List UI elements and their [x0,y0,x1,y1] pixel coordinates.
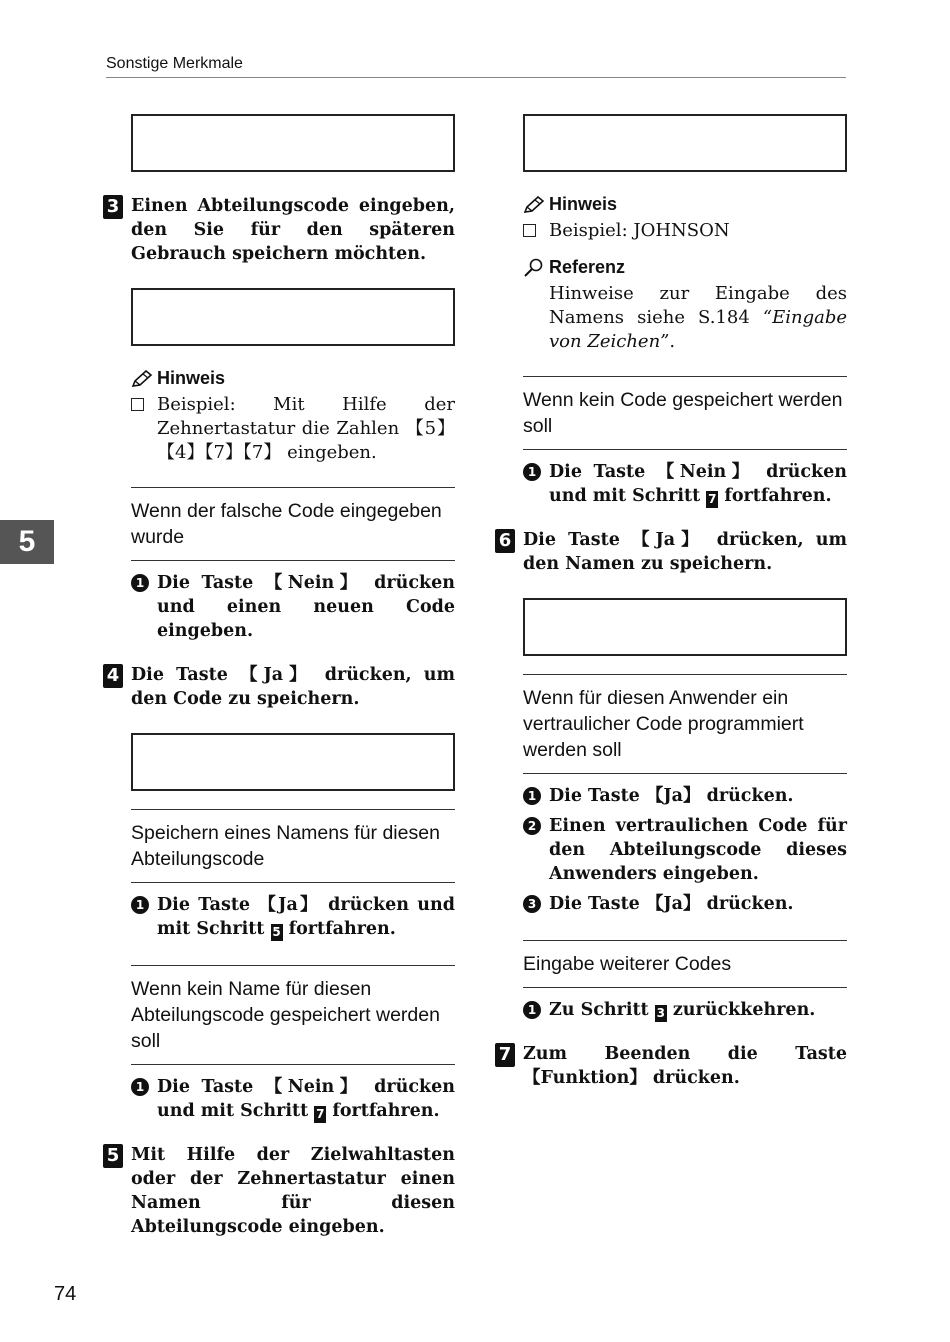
magnifier-icon [523,258,545,278]
sub-step-text: Die Taste 【Nein】 drücken und mit Schritt [157,1077,455,1121]
hint-item [523,219,847,243]
step-text: Die Taste 【Ja】 drücken, um den Namen zu speichern. [523,530,847,574]
condition-text: Eingabe weiterer Codes [523,953,732,975]
reference-text-main: Hinweise zur Eingabe des Namens siehe S.184 [549,283,847,328]
lcd-line1-left [531,170,660,172]
sub-step-text: Die Taste 【Ja】 drücken. [549,894,794,914]
condition-text: Wenn für diesen Anwender ein vertraulicher Code programmiert werden soll [523,687,804,761]
hint-label: Hinweis [549,194,618,214]
lcd-line1-left [531,654,732,656]
sub-step-text-end: fortfahren. [724,486,832,506]
sub-step [523,784,847,808]
lcd-line1-right [361,170,447,172]
step-number-icon: 7 [495,1043,515,1067]
sub-step-text-end: fortfahren. [288,919,396,939]
lcd-display-abteilung-johnson [523,114,847,172]
step-number-icon: 4 [103,664,123,688]
reference-text [523,282,847,354]
lcd-line1-right [739,170,839,172]
circled-number-icon: 1 [523,1001,541,1019]
sub-step [523,998,847,1022]
pencil-icon [523,196,545,214]
sub-step [523,814,847,886]
sub-step-text-end: zurückkehren. [672,1000,816,1020]
condition-confidential-code [523,674,847,774]
reference-heading [523,257,847,278]
lcd-display-abt-code [131,114,455,172]
reference-link[interactable]: “Eingabe von Zeichen” [549,307,847,352]
condition-no-name [131,965,455,1065]
right-column [498,114,847,1090]
condition-wrong-code [131,487,455,561]
condition-no-code [523,376,847,450]
hint-heading [131,368,455,389]
hint-item [131,393,455,465]
step-text: Die Taste 【Ja】 drücken, um den Code zu speichern. [131,665,455,709]
condition-text: Wenn kein Code gespeichert werden soll [523,389,843,437]
circled-number-icon: 1 [523,463,541,481]
circled-number-icon: 3 [523,895,541,913]
sub-step [131,893,455,941]
checkbox-icon [131,398,144,411]
lcd-line1-right [404,344,447,346]
lcd-display-vertraul-id [523,598,847,656]
condition-text: Wenn kein Name für diesen Abteilungscode gespeichert werden soll [131,978,440,1052]
step-ref-icon: 5 [272,925,281,939]
hint-text: Beispiel: JOHNSON [549,220,730,241]
step-ref-icon: 7 [708,492,717,506]
chapter-tab: 5 [0,520,54,564]
step-text: Einen Abteilungscode eingeben, den Sie für den späteren Gebrauch speichern möchten. [131,196,455,264]
step-7 [498,1042,847,1090]
reference-text-end: . [669,331,676,352]
condition-more-codes [523,940,847,988]
sub-step-text: Die Taste 【Ja】 drücken und mit Schritt [157,895,455,939]
circled-number-icon: 1 [523,787,541,805]
condition-text: Wenn der falsche Code eingegeben wurde [131,500,442,548]
reference-label: Referenz [549,257,626,277]
pencil-icon [131,370,153,388]
header-rule [106,77,846,78]
circled-number-icon: 1 [131,896,149,914]
condition-text: Speichern eines Namens für diesen Abteilungscode [131,822,440,870]
step-text: Mit Hilfe der Zielwahltasten oder der Zehnertastatur einen Namen für diesen Abteilungscode eingeben. [131,1145,455,1237]
sub-step [523,460,847,508]
sub-step-text: Zu Schritt [549,1000,649,1020]
sub-step-text: Die Taste 【Ja】 drücken. [549,786,794,806]
step-number-icon: 5 [103,1144,123,1168]
page-header: Sonstige Merkmale [106,55,243,72]
sub-step-text-end: fortfahren. [332,1101,440,1121]
lcd-display-name-eingeben [131,733,455,791]
step-ref-icon: 7 [316,1107,325,1121]
sub-step-text: Die Taste 【Nein】 drücken und mit Schritt [549,462,847,506]
step-number-icon: 6 [495,529,515,553]
circled-number-icon: 1 [131,574,149,592]
sub-step [131,571,455,643]
step-6 [498,528,847,576]
condition-save-name [131,809,455,883]
checkbox-icon [523,224,536,237]
hint-text: Beispiel: Mit Hilfe der Zehnertastatur die Zahlen 【5】【4】【7】【7】 eingeben. [157,394,455,463]
circled-number-icon: 2 [523,817,541,835]
step-5 [106,1143,455,1239]
sub-step [523,892,847,916]
lcd-line1-left [139,789,340,791]
sub-step-text: Einen vertraulichen Code für den Abteilungscode dieses Anwenders eingeben. [549,816,847,884]
step-3 [106,194,455,266]
lcd-line1-right [404,789,447,791]
lcd-line1-right [796,654,839,656]
lcd-line1-left [139,344,340,346]
step-ref-icon: 3 [656,1006,665,1020]
sub-step [131,1075,455,1123]
left-column [106,114,455,1239]
lcd-line1-left [139,170,268,172]
hint-label: Hinweis [157,368,226,388]
sub-step-text: Die Taste 【Nein】 drücken und einen neuen Code eingeben. [157,573,455,641]
step-number-icon: 3 [103,195,123,219]
page-number: 74 [54,1283,77,1305]
circled-number-icon: 1 [131,1078,149,1096]
step-text: Zum Beenden die Taste 【Funktion】 drücken. [523,1044,847,1088]
hint-heading [523,194,847,215]
lcd-display-code-5477 [131,288,455,346]
step-4 [106,663,455,711]
